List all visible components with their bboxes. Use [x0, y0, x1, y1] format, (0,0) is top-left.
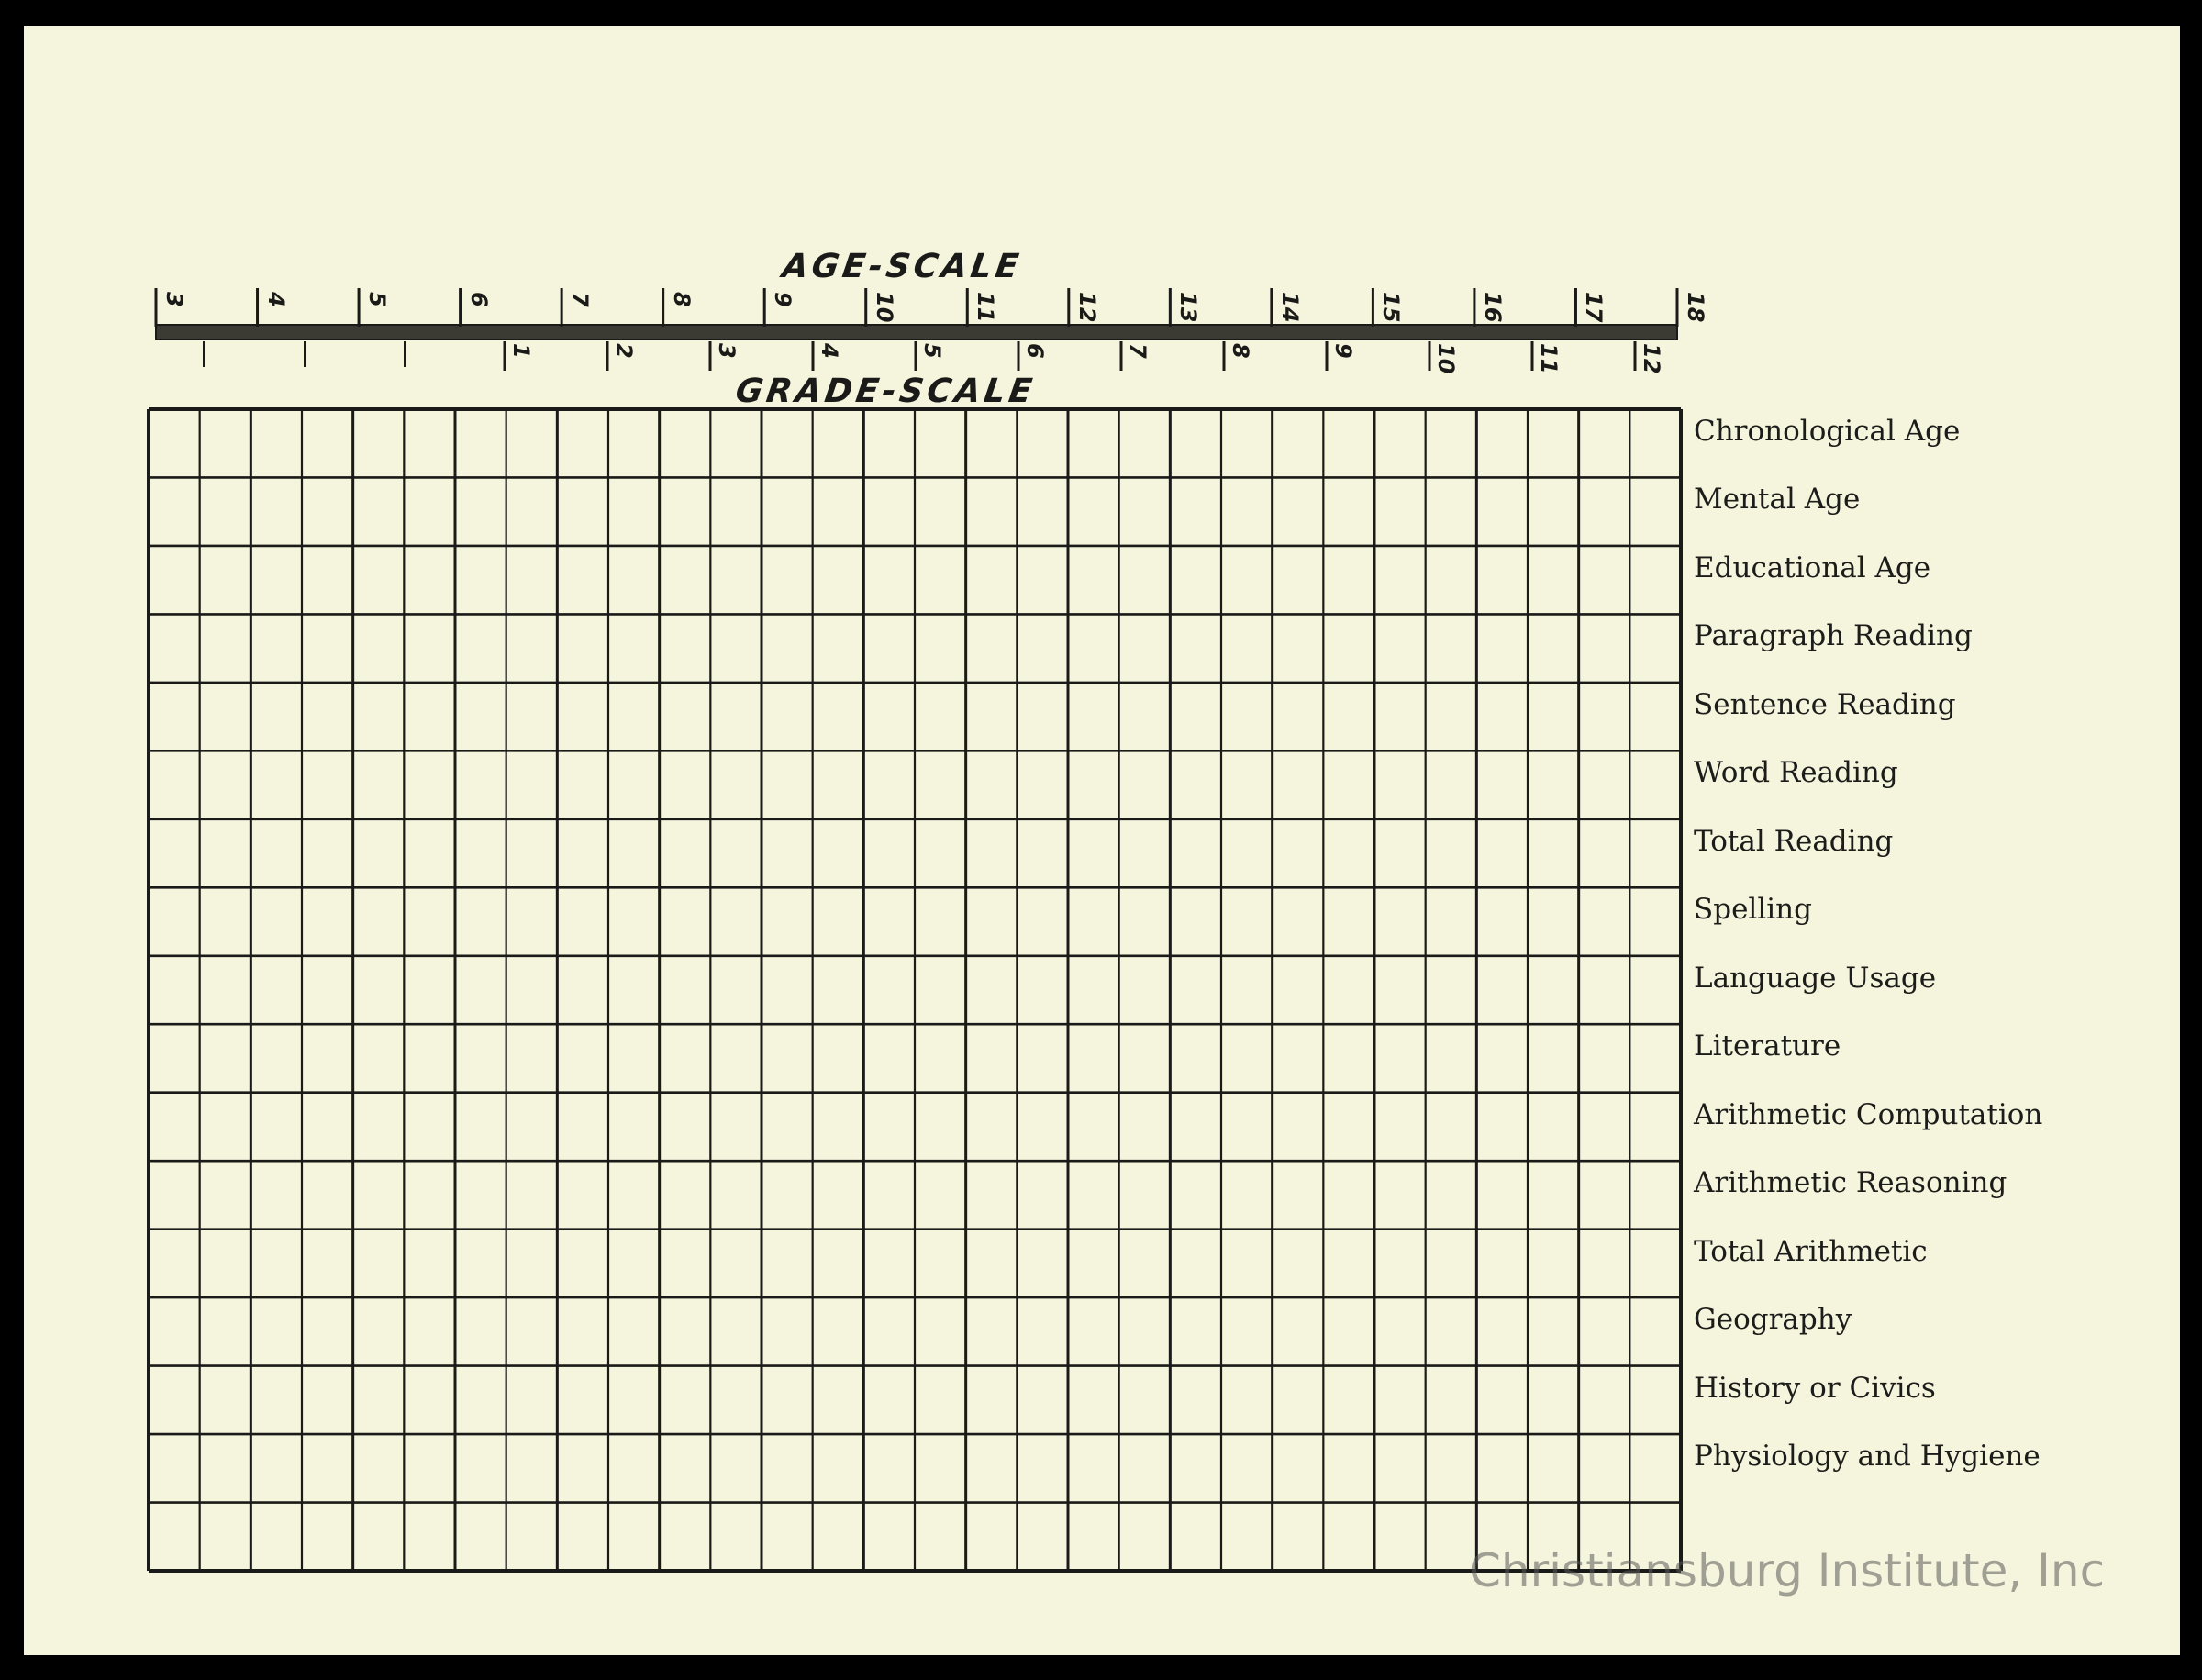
- age-tick-label: 3: [161, 292, 187, 307]
- age-tick-label: 10: [871, 292, 897, 323]
- row-label: Sentence Reading: [1694, 687, 1956, 721]
- grade-tick-label: 8: [1228, 343, 1253, 359]
- age-tick-label: 13: [1175, 292, 1202, 323]
- age-tick-label: 16: [1479, 292, 1506, 323]
- grade-tick-label: 1: [508, 343, 534, 359]
- age-tick-label: 15: [1378, 292, 1405, 323]
- age-tick-label: 8: [668, 292, 695, 307]
- grade-tick-label: 4: [817, 343, 842, 359]
- age-scale-title: AGE-SCALE: [780, 248, 1025, 285]
- age-tick-label: 11: [973, 292, 999, 323]
- age-tick-label: 17: [1581, 292, 1607, 323]
- row-label: Paragraph Reading: [1694, 619, 1973, 653]
- grade-scale-title: GRADE-SCALE: [733, 373, 1039, 410]
- age-tick-label: 12: [1073, 292, 1100, 323]
- row-label: Word Reading: [1694, 756, 1898, 790]
- row-label: Arithmetic Computation: [1694, 1097, 2043, 1131]
- row-label: Literature: [1694, 1029, 1841, 1063]
- age-tick-label: 6: [465, 292, 492, 307]
- row-label: Geography: [1694, 1303, 1852, 1337]
- grade-tick-label: 11: [1536, 343, 1562, 374]
- profile-grid: [149, 409, 1681, 1571]
- age-scale-bar: [156, 325, 1677, 339]
- row-label: Total Reading: [1694, 824, 1894, 858]
- age-tick-label: 9: [770, 292, 796, 307]
- row-label: Arithmetic Reasoning: [1694, 1166, 2007, 1200]
- row-label: Total Arithmetic: [1694, 1234, 1928, 1268]
- row-label: Physiology and Hygiene: [1694, 1440, 2041, 1474]
- age-tick-label: 18: [1683, 292, 1708, 323]
- row-label: Mental Age: [1694, 483, 1861, 517]
- row-label: Chronological Age: [1694, 415, 1961, 448]
- watermark: Christiansburg Institute, Inc: [1469, 1544, 2106, 1597]
- age-tick-label: 7: [567, 292, 594, 307]
- age-tick-label: 4: [262, 292, 289, 307]
- row-label: Educational Age: [1694, 551, 1931, 584]
- grade-tick-label: 3: [714, 343, 740, 359]
- age-tick-label: 5: [364, 292, 391, 307]
- age-tick-label: 14: [1276, 292, 1303, 323]
- grade-tick-label: 9: [1330, 343, 1356, 359]
- grade-tick-label: 2: [611, 343, 637, 359]
- grade-tick-label: 6: [1022, 343, 1048, 359]
- grade-tick-label: 5: [919, 343, 945, 359]
- grade-tick-label: 12: [1639, 343, 1664, 374]
- row-label: History or Civics: [1694, 1371, 1936, 1405]
- row-label: Language Usage: [1694, 961, 1937, 995]
- row-label: Spelling: [1694, 893, 1812, 927]
- grade-tick-label: 7: [1125, 343, 1151, 359]
- grade-tick-label: 10: [1433, 343, 1459, 374]
